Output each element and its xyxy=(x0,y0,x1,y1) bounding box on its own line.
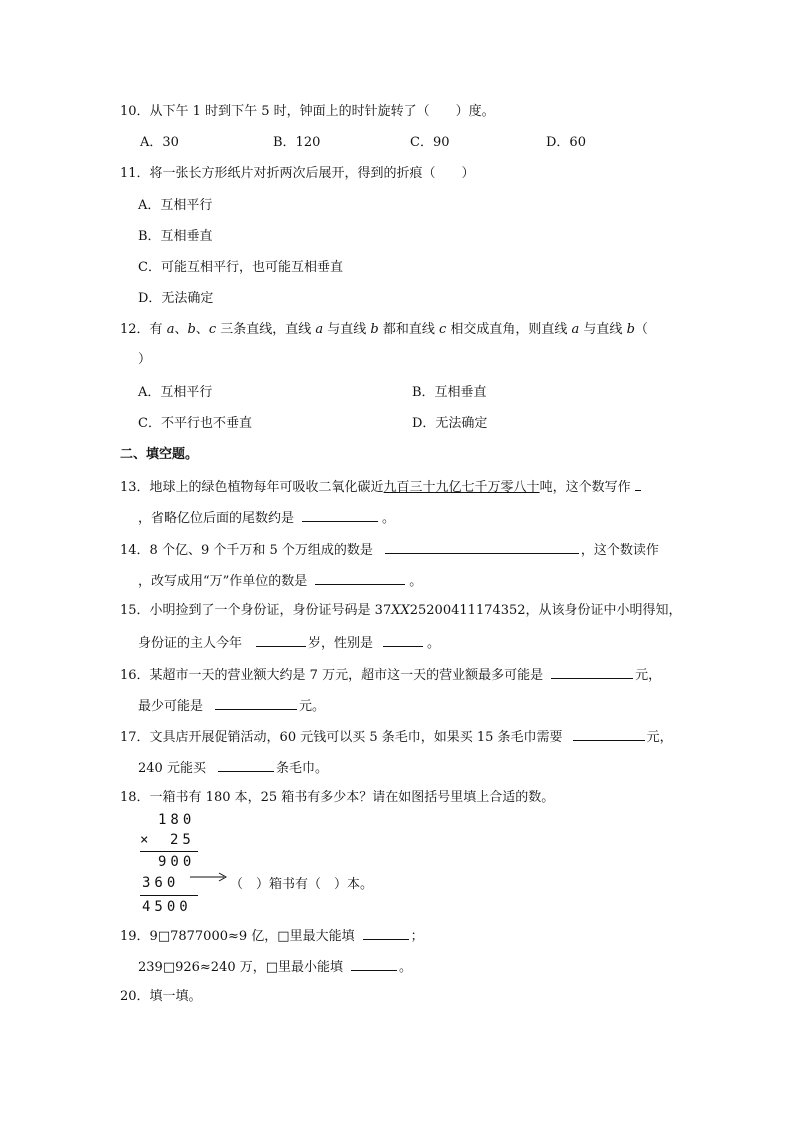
q19-blank-min[interactable] xyxy=(351,957,397,971)
q11-option-c: C．可能互相平行，也可能互相垂直 xyxy=(138,260,343,275)
q13-stem: 13．地球上的绿色植物每年可吸收二氧化碳近九百三十九亿七千万零八十吨，这个数写作 xyxy=(120,477,641,497)
q15-line2: 身份证的主人今年 岁，性别是 。 xyxy=(138,633,440,653)
q17-line2: 240 元能买 条毛巾。 xyxy=(138,758,328,778)
section-heading: 二、填空题。 xyxy=(120,447,199,462)
q16-blank-max[interactable] xyxy=(551,665,633,679)
q12-stem-line2: ） xyxy=(138,352,152,367)
q12-option-a: A．互相平行 xyxy=(138,385,213,400)
q10-stem: 10．从下午 1 时到下午 5 时，钟面上的时针旋转了（ ）度。 xyxy=(120,104,495,119)
q16-line2: 最少可能是 元。 xyxy=(138,696,325,716)
q19-line2: 239□926≈240 万，□里最小能填 。 xyxy=(138,957,412,977)
q14-stem: 14．8 个亿、9 个千万和 5 个万组成的数是 ，这个数读作 xyxy=(120,540,659,560)
q17-stem: 17．文具店开展促销活动，60 元钱可以买 5 条毛巾，如果买 15 条毛巾需要 元， xyxy=(120,727,673,747)
q11-option-b: B．互相垂直 xyxy=(138,229,213,244)
q12-option-d: D．无法确定 xyxy=(412,416,488,431)
var-c: c xyxy=(208,322,217,337)
calc-note: （ ）箱书有（ ）本。 xyxy=(230,877,374,892)
vertical-multiplication xyxy=(140,812,380,920)
q16-blank-min[interactable] xyxy=(215,696,297,710)
q10-option-a: A．30 xyxy=(140,135,179,150)
q13-blank-2[interactable] xyxy=(302,508,378,522)
q13-blank-1[interactable] xyxy=(635,477,641,491)
q14-line2: ，改写成用“万”作单位的数是 。 xyxy=(138,571,422,591)
q10-option-b: B．120 xyxy=(273,135,321,150)
q14-blank-1[interactable] xyxy=(385,540,579,554)
q15-blank-age[interactable] xyxy=(256,633,306,647)
q15-stem: 15．小明捡到了一个身份证，身份证号码是 37XX25200411174352，从该身份证中小明得知， xyxy=(120,603,682,618)
q11-stem: 11．将一张长方形纸片对折两次后展开，得到的折痕（ ） xyxy=(120,166,475,181)
q19-line1: 19．9□7877000≈9 亿，□里最大能填 ； xyxy=(120,926,424,946)
q16-stem: 16．某超市一天的营业额大约是 7 万元，超市这一天的营业额最多可能是 元， xyxy=(120,665,661,685)
q12-stem: 12．有 a、b、c 三条直线，直线 a 与直线 b 都和直线 c 相交成直角，则直线 a 与直线 b（ xyxy=(120,322,648,337)
q17-blank-count[interactable] xyxy=(218,758,274,772)
q14-blank-2[interactable] xyxy=(315,571,405,585)
calc-partial-2: 360 xyxy=(142,875,180,891)
calc-partial-1: 900 xyxy=(158,854,196,870)
q12-option-b: B．互相垂直 xyxy=(412,385,487,400)
q19-blank-max[interactable] xyxy=(363,926,409,940)
q10-option-d: D．60 xyxy=(546,135,586,150)
arrow-icon xyxy=(190,871,230,883)
var-b: b xyxy=(187,322,196,337)
calc-times-sign: × xyxy=(140,832,153,848)
q15-masked-digits: XX xyxy=(391,603,410,618)
q17-blank-cost[interactable] xyxy=(573,727,645,741)
q11-option-a: A．互相平行 xyxy=(138,198,213,213)
var-a: a xyxy=(166,322,175,337)
q20-stem: 20．填一填。 xyxy=(120,989,202,1004)
calc-rule-2 xyxy=(140,895,198,896)
q15-blank-gender[interactable] xyxy=(383,633,423,647)
calc-multiplier: 25 xyxy=(170,832,195,848)
q10-option-c: C．90 xyxy=(410,135,450,150)
q18-stem: 18．一箱书有 180 本，25 箱书有多少本？请在如图括号里填上合适的数。 xyxy=(120,790,555,805)
calc-result: 4500 xyxy=(142,899,192,915)
q13-line2: ，省略亿位后面的尾数约是 。 xyxy=(138,508,395,528)
q13-underlined-number: 九百三十九亿七千万零八十 xyxy=(383,480,540,495)
q11-option-d: D．无法确定 xyxy=(138,291,214,306)
q12-option-c: C．不平行也不垂直 xyxy=(138,416,252,431)
calc-multiplicand: 180 xyxy=(158,812,196,828)
calc-rule-1 xyxy=(140,851,198,852)
